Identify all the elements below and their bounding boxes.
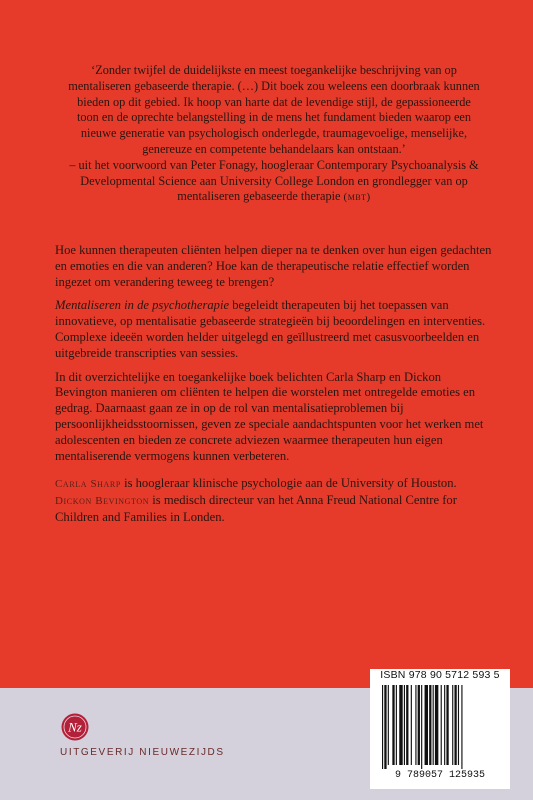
quote-attribution (68, 158, 480, 206)
blurb-paragraph-2 (55, 298, 495, 361)
blurb (55, 243, 495, 526)
blurb-paragraph-3: In dit overzichtelijke en toegankelijke boek belichten Carla Sharp en Dickon Bevington manieren om cliënten te helpen die worstelen met ontregelde emoties en gedrag. Daarnaast gaan ze in op de rol van mentalisatieproblemen bij persoonlijkheidsstoornissen, geven ze speciale aandachtspunten voor het werken met adolescenten en bieden ze concrete adviezen waarmee therapeuten hun eigen mentaliserende vermogens kunnen verbeteren. (55, 369, 484, 463)
logo-letters: Nz (68, 719, 82, 735)
author-bio-1 (55, 476, 495, 493)
isbn-label: ISBN 978 90 5712 593 5 (380, 669, 500, 681)
blurb-paragraph-1: Hoe kunnen therapeuten cliënten helpen dieper na te denken over hun eigen gedachten en emoties en die van anderen? Hoe kan de therapeutische relatie effectief worden ingezet om verandering teweeg te brengen? (55, 243, 492, 289)
book-title: Mentaliseren in de psychotherapie (55, 298, 230, 313)
barcode-digits: 9 789057 125935 (394, 770, 485, 781)
logo-emblem-icon (60, 712, 90, 742)
quote-text: ‘Zonder twijfel de duidelijkste en meest toegankelijke beschrijving van op mentaliseren gebaseerde therapie. (…) Dit boek zou weleens een doorbraak kunnen bieden op dit gebied. Ik hoop van harte dat de levendige stijl, de gepassioneerde toon en de oprechte belangstelling in de mens het fundament bieden waarop een nieuwe generatie van psychologisch onderlegde, traumagevoelige, menselijke, genereuze en competente behandelaars kan ontstaan.’ (68, 63, 480, 156)
author-bios (55, 476, 495, 525)
isbn-barcode (370, 669, 510, 789)
author-bio-text-2: is medisch directeur van het Anna Freud National Centre for Children and Families in Londen. (55, 493, 457, 524)
attribution-abbr: (mbt) (343, 191, 371, 204)
author-bio-text-1: is hoogleraar klinische psychologie aan de University of Houston. (120, 476, 457, 491)
publisher-name: UITGEVERIJ NIEUWEZIJDS (60, 747, 225, 758)
author-bio-2 (55, 493, 495, 526)
attribution-text: – uit het voorwoord van Peter Fonagy, hoogleraar Contemporary Psychoanalysis & Developmental Science aan University College London en grondlegger van op mentaliseren gebaseerde therapie (69, 157, 479, 204)
publisher-logo-icon (60, 712, 220, 742)
endorsement-quote (68, 63, 480, 206)
author-name-1: Carla Sharp (55, 478, 121, 491)
blurb-paragraph-2-rest: begeleidt therapeuten bij het toepassen van innovatieve, op mentalisatie gebaseerde strategieën bij beoordelingen en interventies. Complexe ideeën worden helder uitgelegd en geïllustreerd met casusvoorbeelden en uitgebreide transcripties van sessies. (55, 298, 486, 360)
author-name-2: Dickon Bevington (55, 495, 150, 508)
barcode-icon (380, 685, 500, 769)
